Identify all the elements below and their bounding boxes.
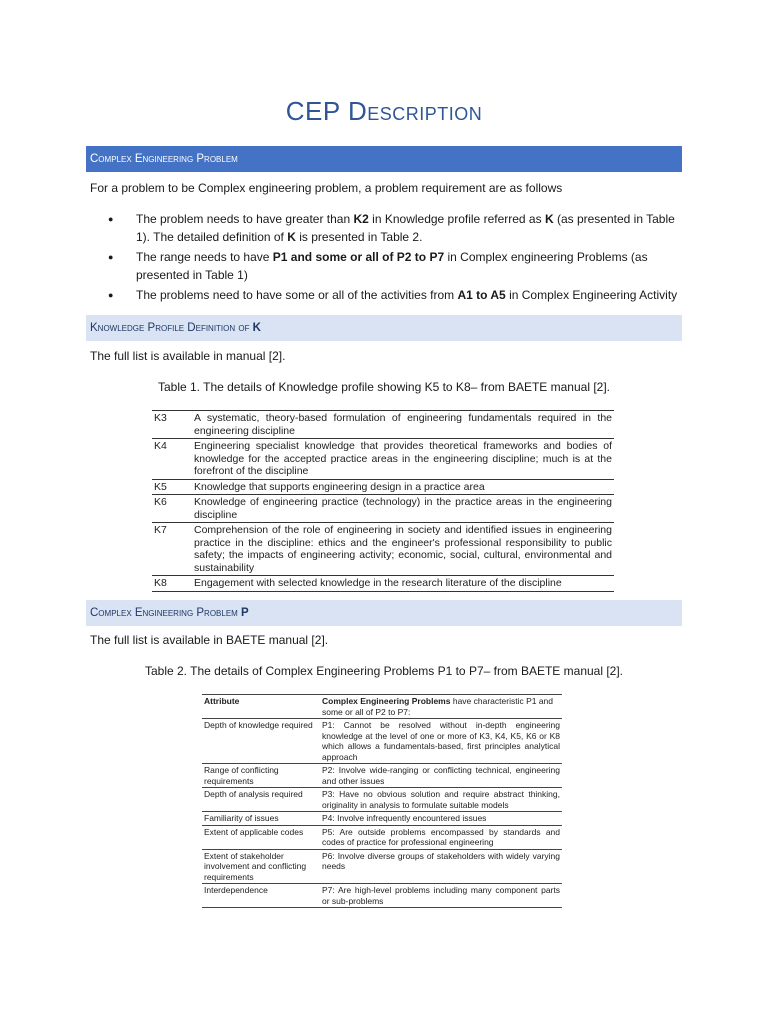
table-row: [202, 884, 562, 908]
section-heading-complex-engineering-problem-p: Complex Engineering Problem P: [86, 600, 682, 626]
page-title: CEP Description: [285, 96, 483, 126]
knowledge-code: K4: [152, 439, 192, 480]
table-row: [202, 764, 562, 788]
knowledge-definition: Comprehension of the role of engineering in society and identified issues in engineering practice in the discipline: ethics and the engineer's professional responsibility to public safety; the impacts of engineering activity; economic, social, cultural, environmental and sustainability: [194, 524, 612, 574]
problem-attribute: Interdependence: [202, 884, 320, 908]
problem-attribute: Depth of knowledge required: [202, 719, 320, 764]
problem-description: P1: Cannot be resolved without in-depth engineering knowledge at the level of one or more of K3, K4, K5, K6 or K8 which allows a fundamentals-based, first principles analytical approach: [322, 720, 560, 762]
section-heading-complex-engineering-problem: Complex Engineering Problem: [86, 146, 682, 172]
knowledge-code: K7: [152, 523, 192, 576]
problem-attribute: Range of conflicting requirements: [202, 764, 320, 788]
requirement-list: [108, 210, 683, 306]
knowledge-definition: Knowledge of engineering practice (technology) in the practice areas in the engineering discipline: [194, 496, 612, 521]
problem-description: P4: Involve infrequently encountered issues: [320, 812, 562, 826]
problem-attribute: Extent of applicable codes: [202, 825, 320, 849]
section-heading-knowledge-profile: Knowledge Profile Definition of K: [86, 315, 682, 341]
column-header-description: Complex Engineering Problems have characteristic P1 and some or all of P2 to P7:: [320, 695, 562, 719]
knowledge-code: K5: [152, 479, 192, 495]
table-row: [202, 825, 562, 849]
table1-caption: Table 1. The details of Knowledge profile showing K5 to K8– from BAETE manual [2].: [157, 380, 611, 394]
section3-intro: The full list is available in BAETE manual [2].: [90, 633, 329, 647]
list-item: ● The problems need to have some or all of the activities from A1 to A5 in Complex Engineering Activity: [108, 286, 683, 304]
section1-intro: For a problem to be Complex engineering problem, a problem requirement are as follows: [90, 181, 563, 195]
problem-attribute: Depth of analysis required: [202, 788, 320, 812]
section2-intro: The full list is available in manual [2].: [90, 349, 286, 363]
table-row: [152, 479, 614, 495]
problem-attribute: Extent of stakeholder involvement and conflicting requirements: [202, 849, 320, 884]
column-header-attribute: Attribute: [202, 695, 320, 719]
knowledge-definition: A systematic, theory-based formulation of engineering fundamentals required in the engineering discipline: [194, 412, 612, 437]
table-header-row: [202, 695, 562, 719]
table-row: [202, 849, 562, 884]
knowledge-code: K8: [152, 576, 192, 592]
knowledge-definition: Engagement with selected knowledge in the research literature of the discipline: [192, 576, 614, 592]
list-item: ● The problem needs to have greater than K2 in Knowledge profile referred as K (as presented in Table 1). The detailed definition of K is presented in Table 2.: [108, 210, 683, 246]
problem-description: P3: Have no obvious solution and require abstract thinking, originality in analysis to formulate suitable models: [322, 789, 560, 810]
table-row: [152, 411, 614, 439]
complex-problems-table: [202, 694, 562, 908]
knowledge-definition: Engineering specialist knowledge that provides theoretical frameworks and bodies of knowledge for the accepted practice areas in the engineering discipline; much is at the forefront of the discipline: [194, 440, 612, 477]
table-row: [202, 812, 562, 826]
problem-description: P5: Are outside problems encompassed by standards and codes of practice for professional engineering: [322, 826, 560, 847]
problem-description: P7: Are high-level problems including many component parts or sub-problems: [322, 885, 560, 906]
knowledge-code: K3: [152, 411, 192, 439]
table-row: [152, 495, 614, 523]
table-row: [202, 788, 562, 812]
knowledge-code: K6: [152, 495, 192, 523]
table-row: [152, 576, 614, 592]
list-item: ● The range needs to have P1 and some or all of P2 to P7 in Complex engineering Problems (as presented in Table 1): [108, 248, 683, 284]
problem-description: P2: Involve wide-ranging or conflicting technical, engineering and other issues: [322, 765, 560, 786]
knowledge-definition: Knowledge that supports engineering design in a practice area: [192, 479, 614, 495]
table-row: [202, 719, 562, 764]
table2-caption: Table 2. The details of Complex Engineering Problems P1 to P7– from BAETE manual [2].: [144, 664, 624, 678]
knowledge-profile-table: [152, 410, 614, 592]
problem-description: P6: Involve diverse groups of stakeholders with widely varying needs: [320, 849, 562, 884]
table-row: [152, 523, 614, 576]
table-row: [152, 439, 614, 480]
problem-attribute: Familiarity of issues: [202, 812, 320, 826]
